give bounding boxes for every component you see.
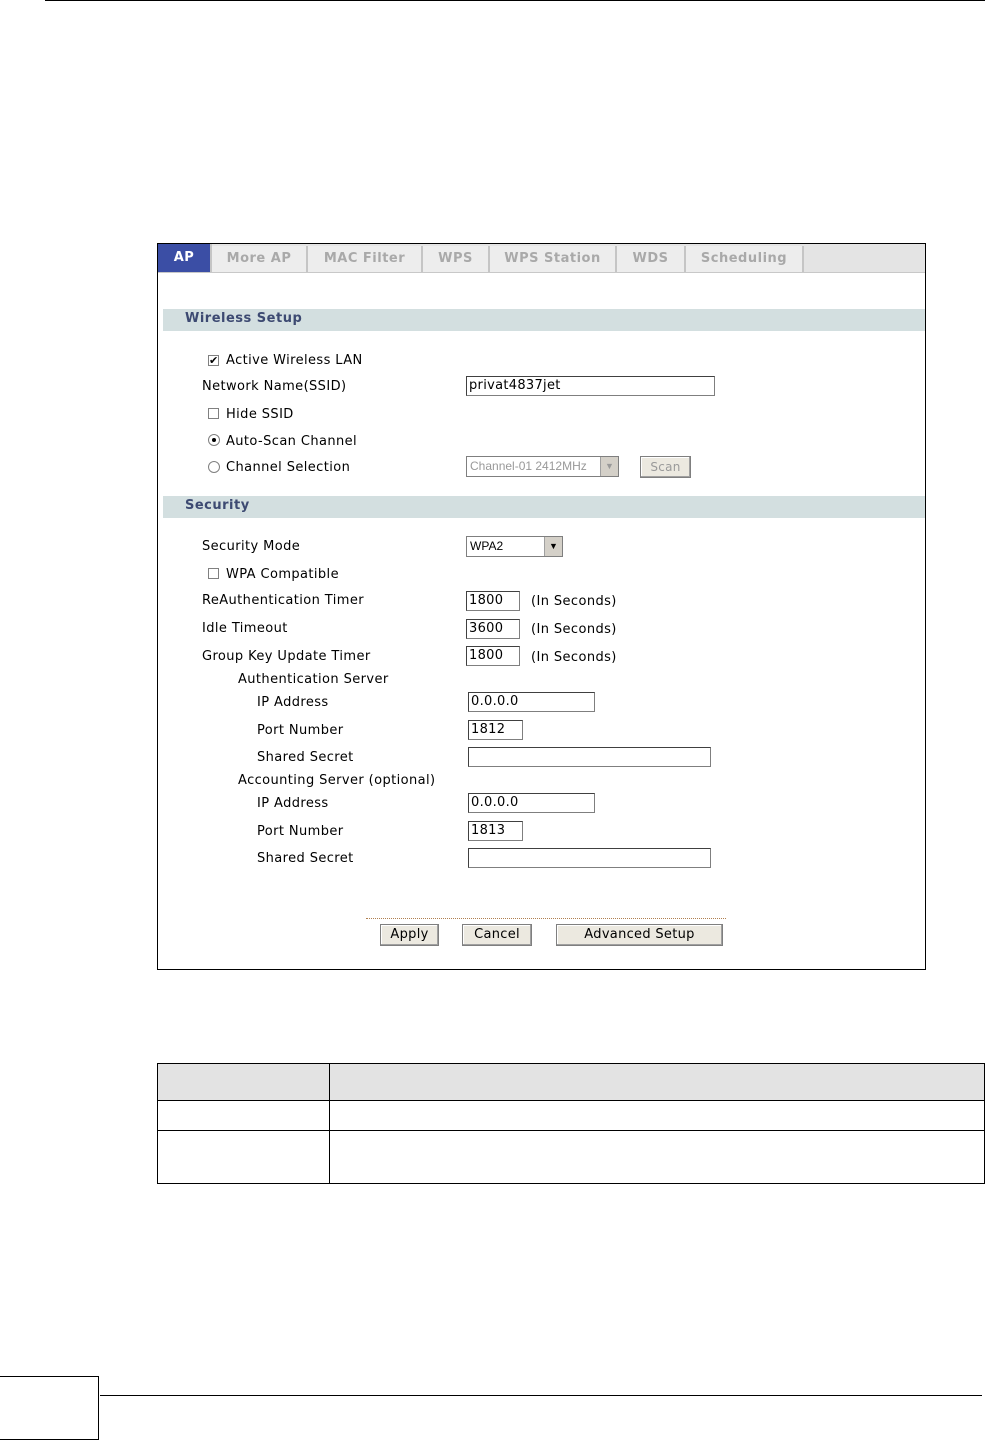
tab-scheduling[interactable]: Scheduling bbox=[686, 246, 804, 272]
table-cell bbox=[330, 1101, 985, 1131]
table-cell bbox=[330, 1131, 985, 1184]
channel-selection-label: Channel Selection bbox=[226, 460, 351, 475]
table-row bbox=[158, 1131, 985, 1184]
wireless-config-panel bbox=[157, 243, 926, 970]
security-header bbox=[163, 496, 925, 518]
chevron-down-icon: ▼ bbox=[600, 457, 618, 476]
auth-ip-input[interactable]: 0.0.0.0 bbox=[468, 692, 595, 712]
chevron-down-icon: ▼ bbox=[544, 537, 562, 556]
page-number-box bbox=[0, 1376, 99, 1440]
tab-ap[interactable]: AP bbox=[158, 244, 212, 272]
wireless-setup-header bbox=[163, 309, 925, 331]
auth-port-label: Port Number bbox=[257, 723, 344, 738]
active-wireless-lan-checkbox[interactable]: ✔ bbox=[209, 354, 219, 367]
tab-mac-filter[interactable]: MAC Filter bbox=[308, 246, 423, 272]
reauth-timer-label: ReAuthentication Timer bbox=[202, 593, 364, 608]
channel-selection-radio[interactable] bbox=[208, 461, 220, 473]
acct-secret-label: Shared Secret bbox=[257, 851, 354, 866]
auth-ip-label: IP Address bbox=[257, 695, 329, 710]
security-mode-value: WPA2 bbox=[470, 539, 504, 553]
security-title: Security bbox=[185, 498, 250, 513]
idle-timeout-input[interactable]: 3600 bbox=[466, 619, 520, 639]
group-key-timer-input[interactable]: 1800 bbox=[466, 646, 520, 666]
cancel-button[interactable]: Cancel bbox=[462, 924, 532, 946]
ssid-input[interactable]: privat4837jet bbox=[466, 376, 715, 396]
table-header-row bbox=[158, 1064, 985, 1101]
auth-server-title: Authentication Server bbox=[238, 672, 389, 687]
acct-ip-label: IP Address bbox=[257, 796, 329, 811]
scan-button[interactable]: Scan bbox=[640, 456, 691, 478]
ssid-label: Network Name(SSID) bbox=[202, 379, 347, 394]
hide-ssid-label: Hide SSID bbox=[226, 407, 294, 422]
active-wireless-lan-label: Active Wireless LAN bbox=[226, 353, 363, 368]
acct-port-label: Port Number bbox=[257, 824, 344, 839]
security-mode-select[interactable] bbox=[466, 536, 563, 557]
hide-ssid-checkbox[interactable] bbox=[208, 408, 219, 419]
tab-more-ap[interactable]: More AP bbox=[212, 246, 308, 272]
acct-server-title: Accounting Server (optional) bbox=[238, 773, 436, 788]
group-key-timer-label: Group Key Update Timer bbox=[202, 649, 371, 664]
auth-port-input[interactable]: 1812 bbox=[468, 720, 523, 740]
table-header-cell bbox=[330, 1064, 985, 1101]
wireless-setup-title: Wireless Setup bbox=[185, 311, 303, 326]
acct-secret-input[interactable] bbox=[468, 848, 711, 868]
advanced-setup-button[interactable]: Advanced Setup bbox=[556, 924, 723, 946]
idle-unit: (In Seconds) bbox=[531, 622, 617, 637]
auto-scan-radio[interactable] bbox=[208, 434, 220, 446]
reauth-unit: (In Seconds) bbox=[531, 594, 617, 609]
wpa-compatible-label: WPA Compatible bbox=[226, 567, 339, 582]
page-bottom-rule bbox=[100, 1395, 982, 1396]
channel-select[interactable] bbox=[466, 456, 619, 477]
description-table bbox=[157, 1063, 985, 1184]
acct-port-input[interactable]: 1813 bbox=[468, 821, 523, 841]
tab-wds[interactable]: WDS bbox=[617, 246, 686, 272]
idle-timeout-label: Idle Timeout bbox=[202, 621, 288, 636]
table-header-cell bbox=[158, 1064, 330, 1101]
auth-secret-input[interactable] bbox=[468, 747, 711, 767]
auth-secret-label: Shared Secret bbox=[257, 750, 354, 765]
reauth-timer-input[interactable]: 1800 bbox=[466, 591, 520, 611]
tab-wps-station[interactable]: WPS Station bbox=[490, 246, 617, 272]
security-mode-label: Security Mode bbox=[202, 539, 301, 554]
tab-wps[interactable]: WPS bbox=[423, 246, 490, 272]
wpa-compatible-checkbox[interactable] bbox=[208, 568, 219, 579]
button-divider bbox=[366, 918, 726, 919]
tab-bar bbox=[158, 244, 925, 273]
auto-scan-label: Auto-Scan Channel bbox=[226, 434, 358, 449]
apply-button[interactable]: Apply bbox=[380, 924, 439, 946]
page-top-rule bbox=[45, 0, 985, 1]
channel-select-value: Channel-01 2412MHz bbox=[470, 459, 587, 473]
acct-ip-input[interactable]: 0.0.0.0 bbox=[468, 793, 595, 813]
table-cell bbox=[158, 1101, 330, 1131]
table-row bbox=[158, 1101, 985, 1131]
group-key-unit: (In Seconds) bbox=[531, 650, 617, 665]
table-cell bbox=[158, 1131, 330, 1184]
